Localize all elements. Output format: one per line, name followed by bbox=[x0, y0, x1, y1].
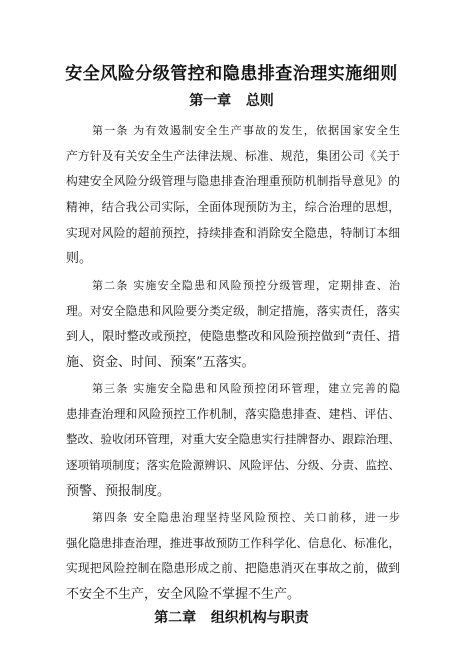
text-line: 整改、验收闭环管理，对重大安全隐患实行挂牌督办、跟踪治理、 bbox=[66, 432, 400, 447]
text-line: 理。对安全隐患和风险要分类定级，制定措施，落实责任，落实 bbox=[66, 303, 400, 318]
chapter-label: 第一章 bbox=[189, 93, 232, 109]
text-line: 第三条 实施安全隐患和风险预控闭环管理，建立完善的隐 bbox=[92, 382, 400, 395]
text-line: 强化隐患排查治理，推进事故预防工作科学化、信息化、标准化， bbox=[66, 535, 400, 550]
article-2 bbox=[66, 273, 400, 376]
text-line: 实现对风险的超前预控，持续排查和消除安全隐患，特制订本细 bbox=[66, 225, 400, 240]
chapter-heading-2 bbox=[0, 609, 463, 627]
article-3 bbox=[66, 376, 400, 504]
text-line: 第四条 安全隐患治理坚持坚风险预控、关口前移，进一步 bbox=[92, 511, 400, 524]
text-line: 到人，限时整改或预控，使隐患整改和风险预控做到“责任、措 bbox=[66, 329, 400, 344]
text-line: 逐项销项制度；落实危险源辨识、风险评估、分级、分责、监控、 bbox=[66, 458, 400, 473]
chapter-label: 第二章 bbox=[154, 610, 197, 626]
text-line: 第一条 为有效遏制安全生产事故的发生，依据国家安全生 bbox=[92, 124, 400, 137]
chapter-name: 总则 bbox=[245, 93, 274, 109]
text-line: 实现把风险控制在隐患形成之前、把隐患消灭在事故之前，做到 bbox=[66, 561, 400, 576]
text-line: 则。 bbox=[66, 251, 93, 267]
text-line: 不安全不生产，安全风险不掌握不生产。 bbox=[66, 587, 301, 603]
text-line: 产方针及有关安全生产法律法规、标准、规范，集团公司《关于 bbox=[66, 148, 400, 163]
text-line: 第二条 实施安全隐患和风险预控分级管理，定期排查、治 bbox=[92, 279, 400, 292]
document-title: 安全风险分级管控和隐患排查治理实施细则 bbox=[65, 64, 398, 84]
chapter-name: 组织机构与职责 bbox=[210, 610, 309, 626]
text-line: 患排查治理和风险预控工作机制，落实隐患排查、建档、评估、 bbox=[66, 406, 400, 421]
text-line: 精神，结合我公司实际，全面体现预防为主，综合治理的思想， bbox=[66, 200, 400, 215]
text-line: 预警、预报制度。 bbox=[66, 483, 171, 499]
chapter-heading-1 bbox=[0, 92, 463, 110]
article-1 bbox=[66, 118, 400, 272]
text-line: 构建安全风险分级管理与隐患排查治理重预防机制指导意见》的 bbox=[66, 174, 400, 189]
text-line: 施、资金、时间、预案”五落实。 bbox=[66, 355, 255, 371]
article-4 bbox=[66, 505, 400, 608]
